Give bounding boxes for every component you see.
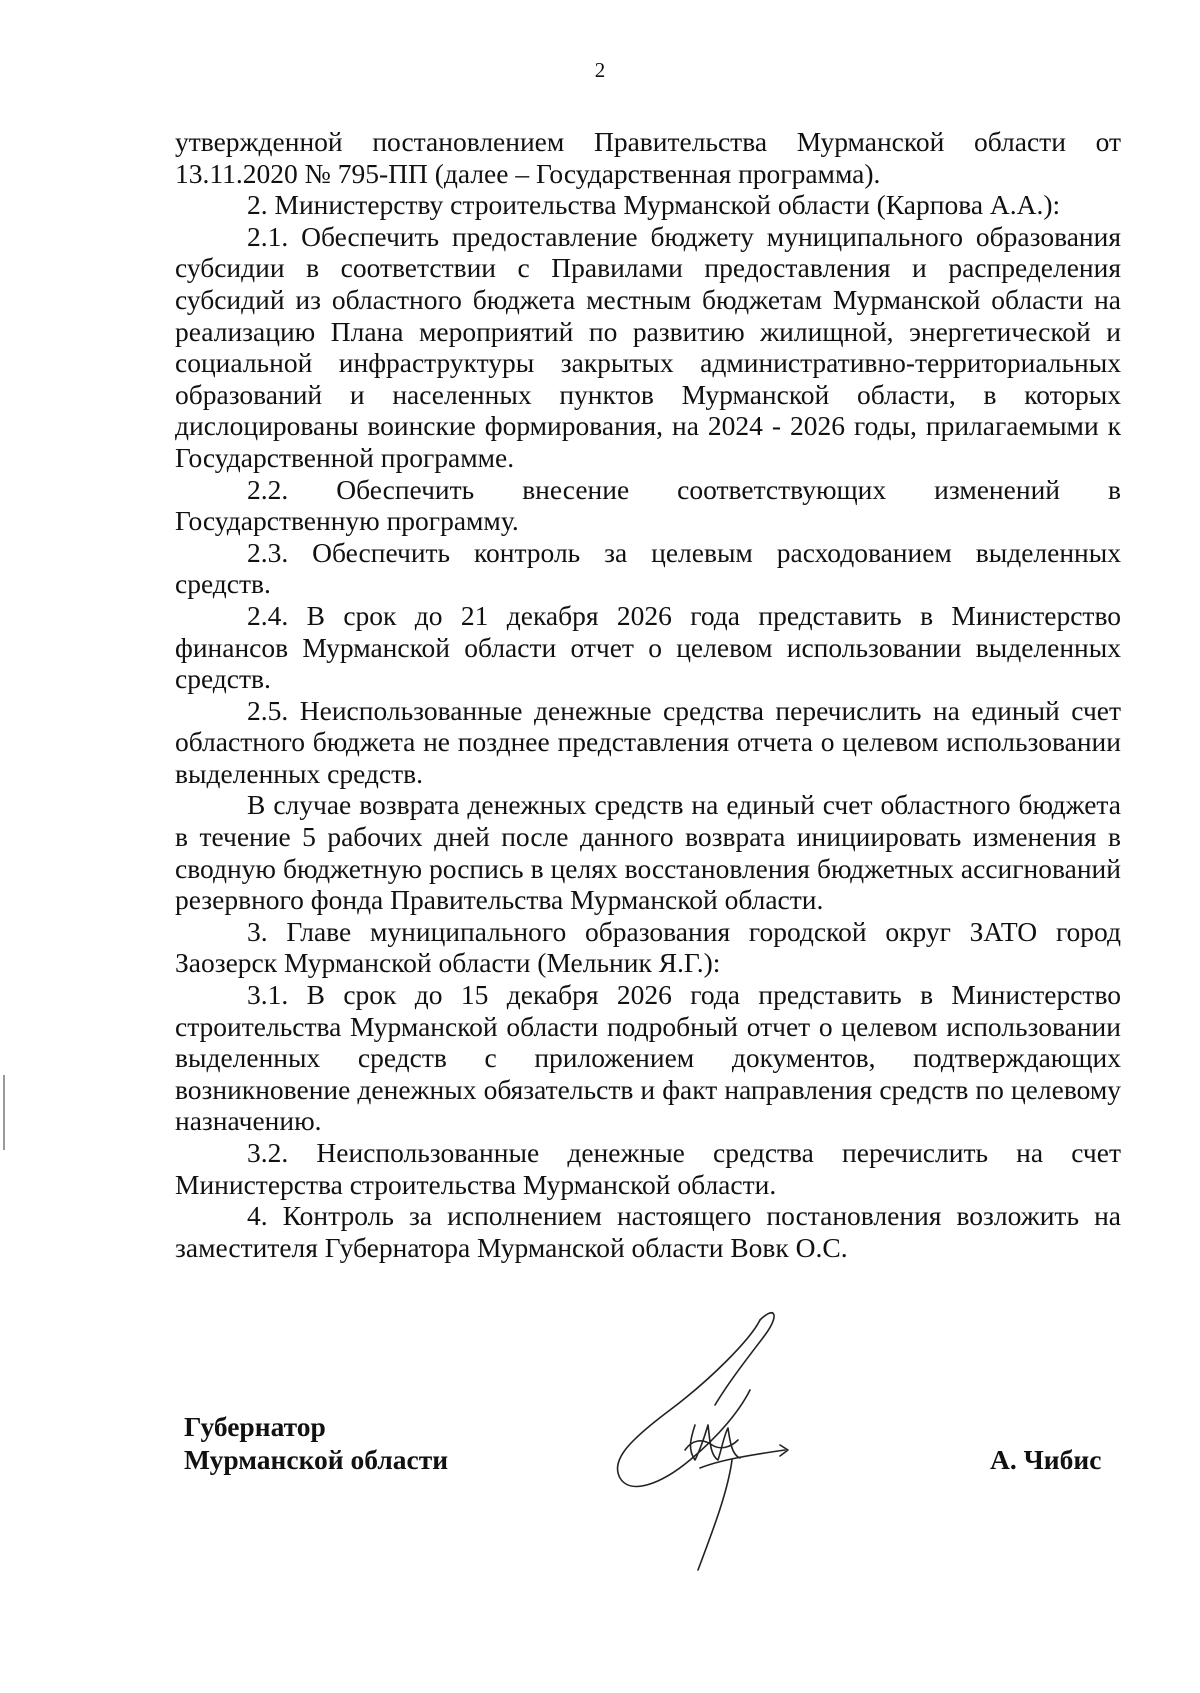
paragraph-1: 2. Министерству строительства Мурманской области (Карпова А.А.): [247, 189, 1061, 221]
signatory-title-line-1: Губернатор [184, 1411, 326, 1442]
page-number: 2 [594, 58, 606, 82]
signatory-title [184, 1410, 448, 1476]
paragraph-9: 3.1. В срок до 15 декабря 2026 года представить в Министерство строительства Мурманской области подробный отчет о целевом использовании выделенных средств с приложением документов, подтверждающих возникновение денежных обязательств и факт направления средств по целевому назначению. [175, 979, 1121, 1137]
paragraph-10: 3.2. Неиспользованные денежные средства перечислить на счет Министерства строительства Мурманской области. [175, 1137, 1121, 1200]
paragraph-4: 2.3. Обеспечить контроль за целевым расходованием выделенных средств. [175, 536, 1121, 600]
paragraph-5: 2.4. В срок до 21 декабря 2026 года представить в Министерство финансов Мурманской области отчет о целевом использовании выделенных средств. [175, 599, 1121, 695]
document-body [175, 126, 1121, 1263]
paragraph-2: 2.1. Обеспечить предоставление бюджету муниципального образования субсидии в соответствии с Правилами предоставления и распределения субсидий из областного бюджета местным бюджетам Мурманской области на реализацию Плана мероприятий по развитию жилищной, энергетической и социальной инфраструктуры закрытых административно-территориальных образований и населенных пунктов Мурманской области, в которых дислоцированы воинские формирования, на 2024 - 2026 годы, прилагаемыми к Государственной программе. [175, 220, 1121, 473]
scan-edge-mark [3, 1075, 5, 1150]
handwritten-signature-icon [600, 1300, 830, 1580]
paragraph-3: 2.2. Обеспечить внесение соответствующих изменений в Государственную программу. [175, 473, 1121, 537]
paragraph-0: утвержденной постановлением Правительства Мурманской области от 13.11.2020 № 795-ПП (далее – Государственная программа). [175, 126, 1121, 189]
paragraph-7: В случае возврата денежных средств на единый счет областного бюджета в течение 5 рабочих дней после данного возврата инициировать изменения в сводную бюджетную роспись в целях восстановления бюджетных ассигнований резервного фонда Правительства Мурманской области. [175, 789, 1121, 916]
signatory-title-line-2: Мурманской области [184, 1444, 449, 1475]
paragraph-11: 4. Контроль за исполнением настоящего постановления возложить на заместителя Губернатора Мурманской области Вовк О.С. [175, 1200, 1121, 1263]
paragraph-6: 2.5. Неиспользованные денежные средства перечислить на единый счет областного бюджета не позднее представления отчета о целевом использовании выделенных средств. [175, 694, 1121, 789]
signatory-name: А. Чибис [990, 1444, 1102, 1475]
paragraph-8: 3. Главе муниципального образования городской округ ЗАТО город Заозерск Мурманской области (Мельник Я.Г.): [175, 915, 1121, 979]
